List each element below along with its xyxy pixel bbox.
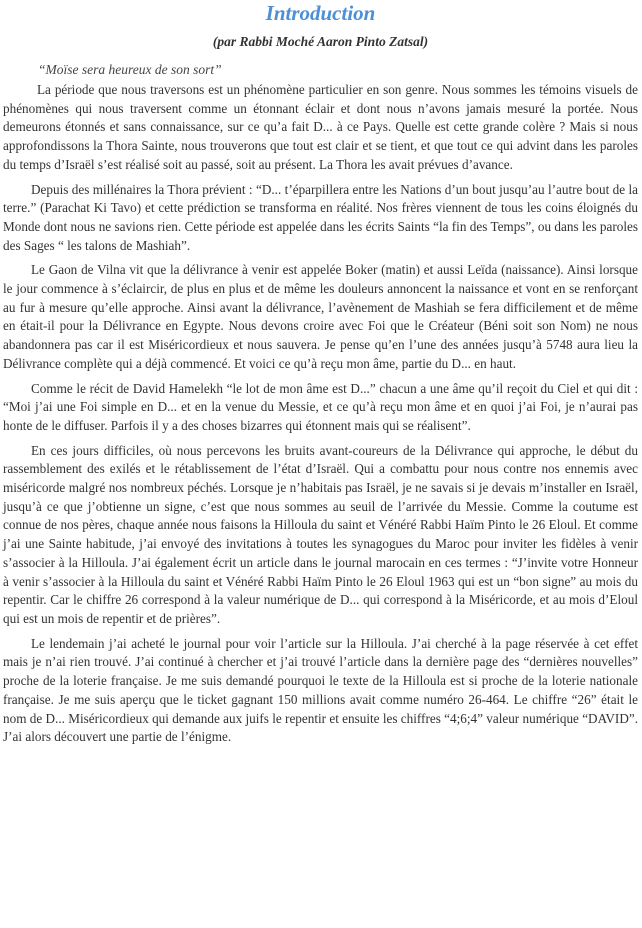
- paragraph-3: Le Gaon de Vilna vit que la délivrance à venir est appelée Boker (matin) et aussi Leïda (naissance). Ainsi lorsque le jour commence à s’éclaircir, de plus en plus et de même les douleurs annoncent la naissance et vont en se renforçant au fur à mesure qu’elle approche. Ainsi avant la délivrance, l’avènement de Mashiah se fera difficilement et de même en était-il pour la Délivrance en Egypte. Nous devons croire avec Foi que le Créateur (Béni soit son Nom) ne nous abandonnera pas car il est Miséricordieux et nous sauvera. Je pense qu’en l’une des années jusqu’à 5748 aura lieu la Délivrance complète qui a déjà commencé. Et voici ce qu’à reçu mon âme, partie du D... en haut.: [3, 262, 638, 371]
- paragraph-5: En ces jours difficiles, où nous percevons les bruits avant-coureurs de la Délivrance qui approche, le début du rassemblement des exilés et le rétablissement de l’état d’Israël. Qui a combattu pour nous contre nos ennemis avec miséricorde malgré nos nombreux péchés. Lorsque je n’habitais pas Israël, je ne savais si je devais m’installer en Israël, jusqu’à ce que j’obtienne un signe, c’est que nous sommes au seuil de l’arrivée du Messie. Comme la coutume est connue de nos pères, chaque année nous faisons la Hilloula du saint et Vénéré Rabbi Haïm Pinto le 26 Eloul. Et comme j’ai une Sainte habitude, j’ai envoyé des invitations à toutes les synagogues du Maroc pour inviter les fidèles à venir s’associer à la Hilloula. J’ai également écrit un article dans le journal marocain en ces termes : “J’invite votre Honneur à venir s’associer à la Hilloula du saint et Vénéré Rabbi Haïm Pinto le 26 Eloul 1963 qui est un “bon signe” au mois du repentir. Car le chiffre 26 correspond à la valeur numérique de D... qui correspond à la Miséricorde, et au mois d’Eloul qui est un mois de repentir et de prières”.: [3, 442, 638, 626]
- page-title: Introduction: [265, 1, 376, 25]
- article-body: [3, 81, 638, 747]
- paragraph-2: Depuis des millénaires la Thora prévient : “D... t’éparpillera entre les Nations d’un bout jusqu’au l’autre bout de la terre.” (Parachat Ki Tavo) et cette prédiction se transforma en réalité. Nos frères viennent de tous les coins éloignés du Monde dont nous ne savions rien. Cette période est appelée dans les écrits Saints “la fin des Temps”, ou dans les paroles des Sages “ les talons de Mashiah”.: [3, 181, 638, 253]
- epigraph-quote: “Moïse sera heureux de son sort”: [38, 62, 222, 77]
- paragraph-1: La période que nous traversons est un phénomène particulier en son genre. Nous sommes les témoins visuels de phénomènes qui nous traversent comme un étonnant éclair et dont nous n’avons jamais mesuré la portée. Nous demeurons étonnés et sans connaissance, sur ce qu’a fait D... à ce Pays. Quelle est cette grande colère ? Mais si nous approfondissons la Thora Sainte, nous trouverons que tout est clair et se tient, et que tout ce qui advint dans les paroles du temps d’Israël s’est réalisé soit au passé, soit au présent. La Thora les avait prévues d’avance.: [3, 82, 638, 172]
- paragraph-4: Comme le récit de David Hamelekh “le lot de mon âme est D...” chacun a une âme qu’il reçoit du Ciel et qui dit : “Moi j’ai une Foi simple en D... et en la venue du Messie, et ce qu’à reçu mon âme et en quoi j’ai Foi, je n’aurai pas honte de le diffuser. Parfois il y a des choses bizarres qui étonnent mais qui se réalisent”.: [3, 380, 638, 433]
- author-subtitle: (par Rabbi Moché Aaron Pinto Zatsal): [212, 34, 429, 49]
- paragraph-6: Le lendemain j’ai acheté le journal pour voir l’article sur la Hilloula. J’ai cherché à la page réservée à cet effet mais je n’ai rien trouvé. J’ai continué à chercher et j’ai trouvé l’article dans la dernière page des “dernières nouvelles” proche de la loterie française. Je me suis demandé pourquoi le texte de la Hilloula est si proche de la loterie nationale française. Je me suis aperçu que le ticket gagnant 150 millions avait comme numéro 26-464. Le chiffre “26” était le nom de D... Miséricordieux qui demande aux juifs le repentir et ensuite les chiffres “4;6;4” valeur numérique “DAVID”. J’ai alors découvert une partie de l’énigme.: [3, 635, 638, 745]
